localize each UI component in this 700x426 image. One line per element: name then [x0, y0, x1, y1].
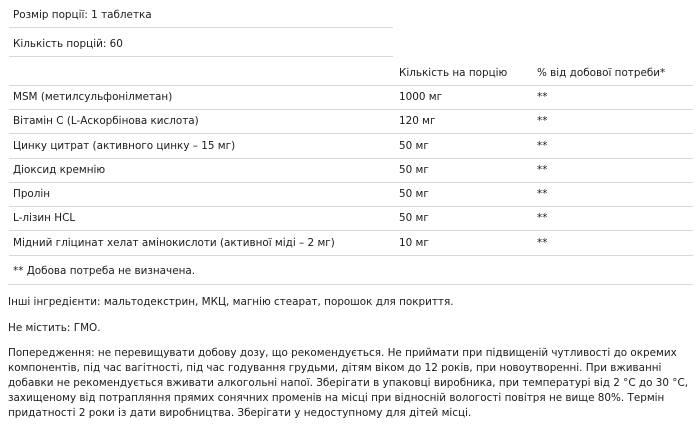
table-row [9, 134, 693, 159]
ingredient-name: MSM (метилсульфонілметан) [13, 91, 173, 103]
serving-size-row [9, 3, 393, 28]
ingredient-amount: 50 мг [399, 212, 429, 224]
table-row [9, 85, 693, 110]
serving-size: Розмір порції: 1 таблетка [13, 9, 152, 21]
ingredient-daily-value: ** [537, 188, 548, 200]
table-row [9, 206, 693, 231]
warning-text: Попередження: не перевищувати добову дозу, що рекомендується. Не приймати при підвищеній чутливості до окремих компонентів, під час вагітності, під час годування грудьми, дітям віком до 12 років, при новоутворенні. При вживанні добавки не рекомендується вживати алкогольні напої. Зберігати в упаковці виробника, при температурі від 2 °С до 30 °С, захищеному від потрапляння прямих сонячних променів на місці при відносній вологості повітря не вище 80%. Термін придатності 2 роки із дати виробництва. Зберігати у недоступному для дітей місці. [8, 347, 689, 419]
ingredient-daily-value: ** [537, 91, 548, 103]
ingredient-name: Пролін [13, 188, 51, 200]
table-row [9, 158, 693, 183]
ingredient-name: Мідний гліцинат хелат амінокислоти (активної міді – 2 мг) [13, 237, 335, 249]
table-header-row [9, 59, 693, 86]
ingredient-daily-value: ** [537, 164, 548, 176]
table-row [9, 231, 693, 256]
other-ingredients: Інші інгредієнти: мальтодекстрин, МКЦ, магнію стеарат, порошок для покриття. [8, 296, 454, 308]
column-header-amount: Кількість на порцію [399, 67, 508, 79]
ingredient-amount: 50 мг [399, 140, 429, 152]
ingredient-name: L-лізин HCL [13, 212, 76, 224]
column-header-daily-value: % від добової потреби* [537, 67, 666, 79]
table-bottom-divider [8, 284, 693, 285]
ingredient-daily-value: ** [537, 212, 548, 224]
ingredient-name: Цинку цитрат (активного цинку – 15 мг) [13, 140, 236, 152]
ingredient-daily-value: ** [537, 140, 548, 152]
servings-count-row [9, 32, 393, 57]
ingredient-daily-value: ** [537, 115, 548, 127]
ingredient-amount: 50 мг [399, 188, 429, 200]
ingredient-name: Вітамін С (L-Аскорбінова кислота) [13, 115, 199, 127]
table-row [9, 109, 693, 134]
ingredient-amount: 120 мг [399, 115, 436, 127]
ingredient-amount: 10 мг [399, 237, 429, 249]
daily-value-footnote: ** Добова потреба не визначена. [13, 265, 196, 277]
ingredient-amount: 50 мг [399, 164, 429, 176]
servings-count: Кількість порцій: 60 [13, 38, 123, 50]
free-from: Не містить: ГМО. [8, 322, 101, 334]
ingredient-daily-value: ** [537, 237, 548, 249]
ingredient-amount: 1000 мг [399, 91, 443, 103]
ingredient-name: Діоксид кремнію [13, 164, 106, 176]
table-row [9, 182, 693, 207]
